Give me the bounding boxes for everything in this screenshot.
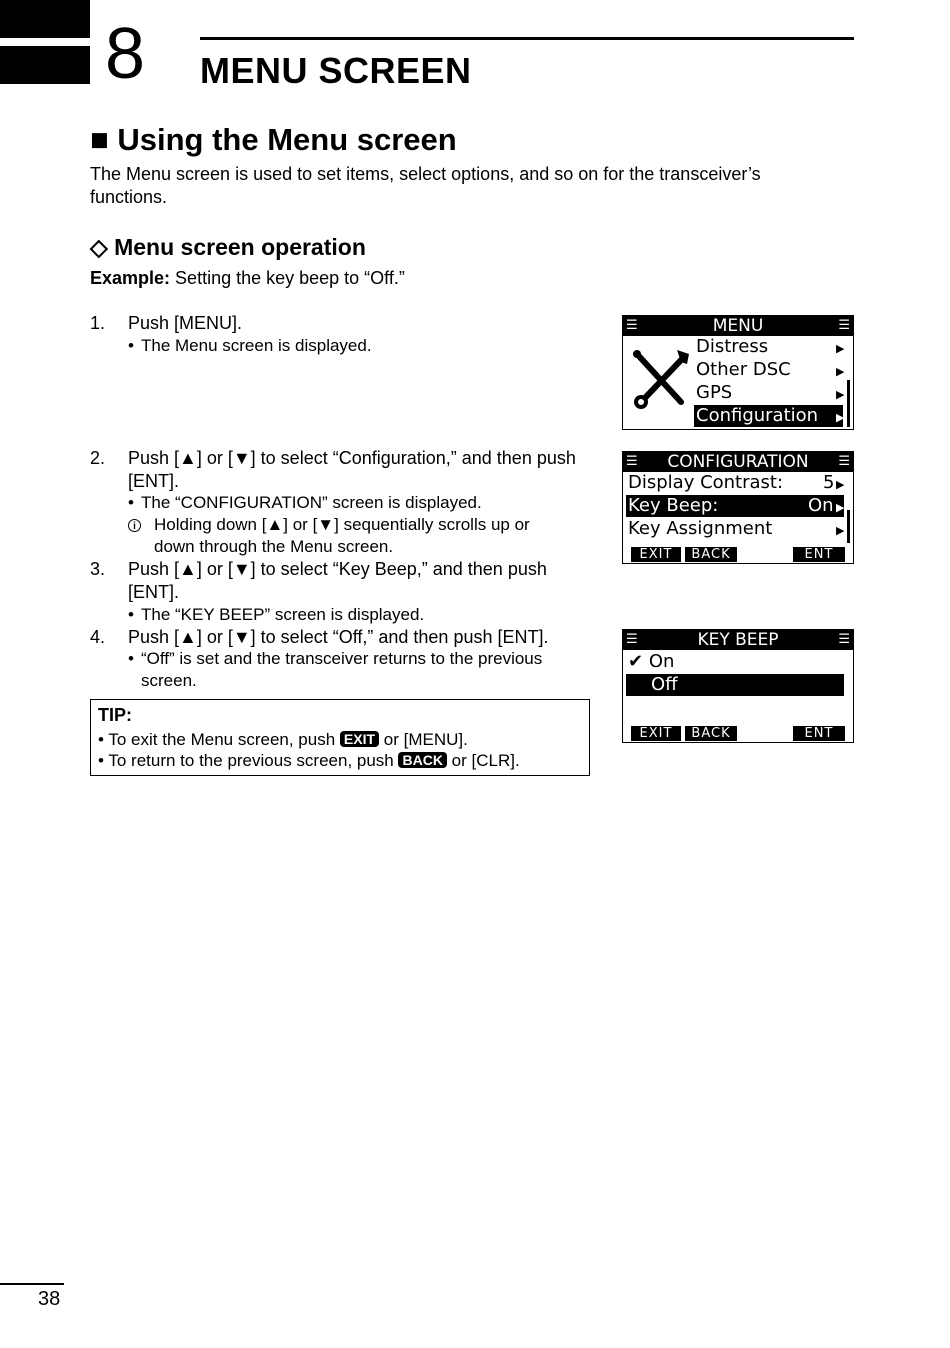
info-icon: i bbox=[128, 519, 141, 532]
step-number: 2. bbox=[90, 448, 106, 468]
menu-item-gps[interactable]: GPS bbox=[696, 382, 733, 403]
chevron-right-icon: ▶ bbox=[836, 478, 845, 491]
lcd-title: CONFIGURATION bbox=[667, 452, 809, 472]
config-item-key-beep-row[interactable] bbox=[626, 495, 844, 517]
menu-item-distress[interactable]: Distress bbox=[696, 336, 769, 357]
step-text: Push [MENU]. bbox=[128, 313, 243, 333]
lcd-menu-screen bbox=[622, 315, 854, 430]
tip-title: TIP: bbox=[98, 705, 132, 725]
menu-item-other-dsc[interactable]: Other DSC bbox=[696, 359, 791, 380]
example-text: Setting the key beep to “Off.” bbox=[170, 268, 405, 288]
step-number: 1. bbox=[90, 313, 106, 333]
subsection-title: Menu screen operation bbox=[114, 234, 366, 260]
option-on[interactable]: ✔ On bbox=[628, 651, 675, 672]
scrollbar[interactable] bbox=[847, 510, 850, 543]
section-heading bbox=[90, 122, 457, 158]
lcd-title-bar bbox=[623, 630, 853, 650]
tip-line-back: • To return to the previous screen, push BACK or [CLR]. bbox=[98, 751, 520, 770]
menu-icon: ☰ bbox=[626, 632, 638, 647]
menu-item-configuration[interactable]: Configuration bbox=[694, 405, 843, 427]
scrollbar[interactable] bbox=[847, 380, 850, 427]
section-marker: ■ bbox=[90, 122, 109, 157]
softkey-ent[interactable]: ENT bbox=[793, 726, 845, 741]
softkey-bar bbox=[623, 724, 853, 742]
step-text: Push [▲] or [▼] to select “Key Beep,” and then push [ENT]. bbox=[128, 559, 547, 602]
step-text: Push [▲] or [▼] to select “Off,” and then push [ENT]. bbox=[128, 627, 549, 647]
lcd-key-beep-screen bbox=[622, 629, 854, 743]
option-off[interactable]: Off bbox=[626, 674, 844, 696]
config-item-display-contrast[interactable]: Display Contrast: bbox=[628, 472, 784, 493]
tools-icon bbox=[629, 348, 691, 410]
softkey-exit[interactable]: EXIT bbox=[631, 726, 681, 741]
step-text: Push [▲] or [▼] to select “Configuration,” and then push [ENT]. bbox=[128, 448, 576, 491]
softkey-back[interactable]: BACK bbox=[685, 547, 737, 562]
chevron-right-icon: ▶ bbox=[836, 365, 845, 378]
tip-line-exit: • To exit the Menu screen, push EXIT or [MENU]. bbox=[98, 730, 468, 749]
step-3: 3. Push [▲] or [▼] to select “Key Beep,” and then push [ENT]. • The “KEY BEEP” screen is displayed. bbox=[90, 558, 590, 624]
step-4: 4. Push [▲] or [▼] to select “Off,” and then push [ENT]. • “Off” is set and the transceiver returns to the previous screen. bbox=[90, 626, 590, 692]
chapter-tab-top bbox=[0, 0, 90, 38]
checkmark-icon: ✔ bbox=[628, 651, 644, 672]
step-number: 3. bbox=[90, 559, 106, 579]
softkey-ent[interactable]: ENT bbox=[793, 547, 845, 562]
subsection-heading bbox=[90, 233, 366, 261]
step-1: 1. Push [MENU]. • The Menu screen is displayed. bbox=[90, 312, 590, 362]
tip-box bbox=[90, 699, 590, 776]
example-line bbox=[90, 267, 405, 290]
chapter-number: 8 bbox=[105, 14, 146, 94]
menu-icon: ☰ bbox=[626, 454, 638, 469]
chapter-rule bbox=[200, 37, 854, 40]
lcd-title-bar bbox=[623, 316, 853, 336]
page-number: 38 bbox=[38, 1288, 61, 1310]
menu-icon: ☰ bbox=[838, 632, 850, 647]
exit-key-icon: EXIT bbox=[340, 731, 379, 747]
config-value-display-contrast: 5 bbox=[823, 472, 835, 493]
lcd-title: MENU bbox=[712, 316, 764, 336]
chevron-right-icon: ▶ bbox=[836, 524, 845, 537]
config-item-key-assignment[interactable]: Key Assignment bbox=[628, 518, 773, 539]
softkey-bar bbox=[623, 545, 853, 563]
lcd-title-bar bbox=[623, 452, 853, 472]
softkey-back[interactable]: BACK bbox=[685, 726, 737, 741]
back-key-icon: BACK bbox=[398, 752, 446, 768]
menu-icon: ☰ bbox=[838, 454, 850, 469]
example-label: Example: bbox=[90, 268, 171, 288]
chapter-title: MENU SCREEN bbox=[200, 50, 472, 91]
menu-icon: ☰ bbox=[838, 318, 850, 333]
lcd-title: KEY BEEP bbox=[697, 630, 779, 650]
chevron-right-icon: ▶ bbox=[836, 342, 845, 355]
step-2: 2. Push [▲] or [▼] to select “Configuration,” and then push [ENT]. • The “CONFIGURATION” screen is displayed. i Holding down [▲] or [▼] sequentially scrolls up or down through the Menu screen. bbox=[90, 447, 590, 557]
chevron-right-icon: ▶ bbox=[836, 411, 845, 424]
chevron-right-icon: ▶ bbox=[836, 501, 845, 514]
chevron-right-icon: ▶ bbox=[836, 388, 845, 401]
config-value-key-beep: On bbox=[808, 495, 834, 516]
intro-paragraph: The Menu screen is used to set items, select options, and so on for the transceiver’s functions. bbox=[90, 164, 761, 207]
chapter-tab-bottom bbox=[0, 46, 90, 84]
menu-icon: ☰ bbox=[626, 318, 638, 333]
config-item-key-beep: Key Beep: bbox=[628, 495, 719, 516]
lcd-configuration-screen bbox=[622, 451, 854, 564]
subsection-marker: ◇ bbox=[90, 234, 108, 260]
section-title: Using the Menu screen bbox=[117, 122, 457, 157]
softkey-exit[interactable]: EXIT bbox=[631, 547, 681, 562]
page-number-rule bbox=[0, 1283, 64, 1285]
step-number: 4. bbox=[90, 627, 106, 647]
